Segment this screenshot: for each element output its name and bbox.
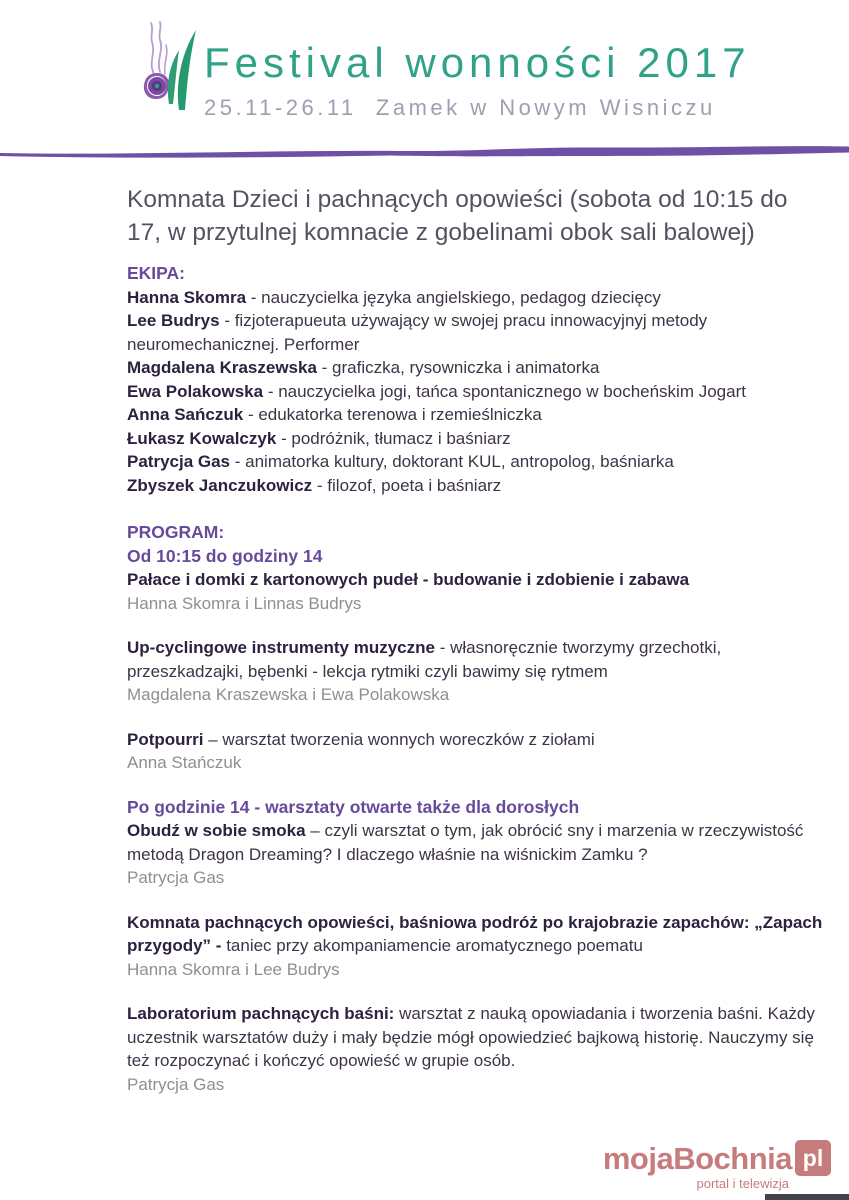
header-text	[204, 20, 751, 119]
content	[127, 183, 825, 1096]
workshop-title-line	[127, 568, 825, 592]
workshop-title: Obudź w sobie smoka	[127, 821, 306, 840]
flower-logo-icon	[138, 20, 200, 114]
workshop-description: – czyli warsztat o tym, jak obrócić sny i marzenia w rzeczywistość metodą Dragon Dreaming? I dlaczego właśnie na wiśnickim Zamku ?	[127, 821, 804, 864]
festival-title: Festival wonności 2017	[204, 39, 751, 86]
workshop-presenters: Anna Stańczuk	[127, 753, 242, 772]
workshop-title-line	[127, 1002, 825, 1073]
team-member-row	[127, 403, 825, 427]
member-description: - fizjoterapueuta używający w swojej pracu innowacyjnyj metody neuromechanicznej. Performer	[127, 311, 708, 354]
team-member-row	[127, 286, 825, 310]
program-heading: PROGRAM:	[127, 522, 225, 542]
program-item	[127, 728, 825, 775]
team-member-row	[127, 380, 825, 404]
member-description: - nauczycielka jogi, tańca spontanicznego w bocheńskim Jogart	[267, 381, 746, 401]
brand-name: mojaBochnia	[602, 1140, 792, 1176]
program-item	[127, 911, 825, 982]
workshop-title-line	[127, 728, 825, 752]
workshop-presenters: Magdalena Kraszewska i Ewa Polakowska	[127, 685, 450, 704]
workshop-title: Laboratorium pachnących baśni:	[127, 1004, 395, 1023]
workshop-description: – warsztat tworzenia wonnych woreczków z ziołami	[208, 729, 595, 749]
program-item	[127, 521, 825, 615]
member-description: - nauczycielka języka angielskiego, pedagog dziecięcy	[250, 287, 661, 307]
workshop-presenters: Hanna Skomra i Lee Budrys	[127, 959, 340, 979]
workshop-title: Up-cyclingowe instrumenty muzyczne	[127, 638, 435, 657]
header	[138, 20, 751, 119]
member-name: Hanna Skomra	[127, 287, 247, 307]
footer-watermark	[603, 1140, 831, 1190]
schedule-heading-morning: Od 10:15 do godziny 14	[127, 545, 323, 566]
workshop-presenters: Patrycja Gas	[127, 1074, 225, 1094]
workshop-title: Pałace i domki z kartonowych pudeł - budowanie i zdobienie i zabawa	[127, 570, 690, 589]
member-description: - filozof, poeta i baśniarz	[316, 475, 502, 495]
member-name: Lee Budrys	[127, 311, 220, 330]
member-name: Zbyszek Janczukowicz	[127, 475, 313, 495]
workshop-title: Potpourri	[127, 729, 204, 749]
brand-row	[603, 1140, 831, 1176]
member-description: - graficzka, rysowniczka i animatorka	[321, 358, 600, 377]
workshop-description: warsztat z nauką opowiadania i tworzenia baśni. Każdy uczestnik warsztatów duży i mały będzie mógł opowiedzieć bajkową historię. Nauczymy się też rozpoczynać i kończyć opowieść w grupie osób.	[127, 1004, 815, 1070]
program-item	[127, 636, 825, 707]
member-description: - podróżnik, tłumacz i baśniarz	[281, 428, 511, 448]
team-section	[127, 262, 825, 497]
workshop-description: - własnoręcznie tworzymy grzechotki, przeszkadzajki, bębenki - lekcja rytmiki czyli bawimy się rytmem	[127, 638, 722, 681]
workshop-title-line	[127, 911, 825, 958]
brand-tagline: portal i telewizja	[696, 1176, 789, 1191]
team-heading: EKIPA:	[127, 263, 186, 283]
team-member-row	[127, 309, 825, 356]
team-member-row	[127, 427, 825, 451]
festival-date-location: 25.11-26.11 Zamek w Nowym Wisniczu	[204, 95, 716, 120]
workshop-title: Komnata pachnących opowieści, baśniowa podróż po krajobrazie zapachów: „Zapach przygody” -	[127, 912, 823, 955]
team-member-row	[127, 474, 825, 498]
workshop-title-line	[127, 819, 825, 866]
workshop-presenters: Hanna Skomra i Linnas Budrys	[127, 593, 362, 613]
workshop-description: taniec przy akompaniamencie aromatycznego poematu	[226, 936, 643, 955]
team-member-row	[127, 450, 825, 474]
member-name: Ewa Polakowska	[127, 381, 264, 401]
program-item	[127, 1002, 825, 1096]
member-description: - edukatorka terenowa i rzemieślniczka	[247, 405, 542, 424]
member-description: - animatorka kultury, doktorant KUL, antropolog, baśniarka	[234, 452, 674, 471]
team-member-row	[127, 356, 825, 380]
program-section	[127, 521, 825, 1096]
member-name: Łukasz Kowalczyk	[127, 428, 277, 448]
bottom-corner-bar	[765, 1194, 849, 1200]
member-name: Anna Sańczuk	[127, 405, 244, 424]
page-title: Komnata Dzieci i pachnących opowieści (sobota od 10:15 do 17, w przytulnej komnacie z gobelinami obok sali balowej)	[127, 186, 788, 246]
member-name: Patrycja Gas	[127, 452, 231, 471]
workshop-presenters: Patrycja Gas	[127, 868, 225, 887]
brand-pl-badge: pl	[795, 1140, 831, 1176]
schedule-heading-afternoon: Po godzinie 14 - warsztaty otwarte także dla dorosłych	[127, 796, 580, 817]
workshop-title-line	[127, 636, 825, 683]
program-item	[127, 796, 825, 890]
brush-divider	[0, 140, 849, 164]
member-name: Magdalena Kraszewska	[127, 358, 317, 377]
